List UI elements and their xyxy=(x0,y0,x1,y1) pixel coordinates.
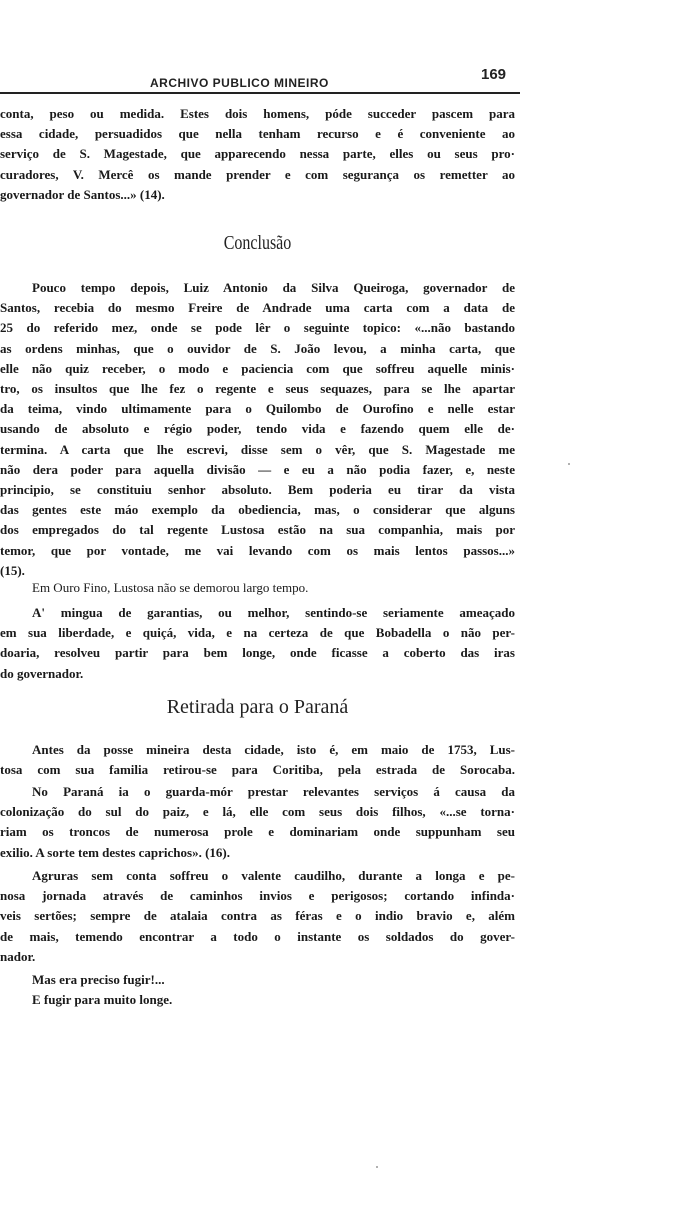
text-line: Mas era preciso fugir!... xyxy=(32,972,165,987)
page-number: 169 xyxy=(481,66,507,83)
running-header xyxy=(0,66,520,94)
text-line: A' mingua de garantias, ou melhor, sentindo-se seriamente ameaçado xyxy=(32,605,515,620)
text-line: 25 do referido mez, onde se pode lêr o seguinte topico: «...não bastando xyxy=(0,320,515,336)
paragraph-ouro-fino xyxy=(0,578,515,598)
text-line: das gentes este máo exemplo da obediencia, mas, o considerar que alguns xyxy=(0,502,515,518)
text-line: nador. xyxy=(0,948,36,964)
text-line: de mais, temendo encontrar a todo o instante os soldados do gover- xyxy=(0,928,515,944)
text-line: dos empregados do tal regente Lustosa estão na sua companhia, mais por xyxy=(0,522,515,538)
text-line: colonização do sul do paiz, e lá, elle com seus dois filhos, «...se torna· xyxy=(0,804,515,820)
section-heading-conclusao: Conclusão xyxy=(223,232,292,254)
text-line: conta, peso ou medida. Estes dois homens, póde succeder pascem para xyxy=(0,106,515,121)
header-title: ARCHIVO PUBLICO MINEIRO xyxy=(150,76,329,90)
text-line: curadores, V. Mercê os mande prender e com segurança os remetter ao xyxy=(0,166,515,182)
closing-lines xyxy=(0,970,515,1010)
text-line: do governador. xyxy=(0,665,84,681)
text-line: nosa jornada através de caminhos invios e perigosos; cortando infinda· xyxy=(0,888,515,904)
text-line: da teima, vindo ultimamente para o Quilombo de Ourofino e nelle estar xyxy=(0,401,515,417)
text-line: governador de Santos...» (14). xyxy=(0,186,165,202)
paragraph-no-parana xyxy=(0,782,515,863)
text-line: tosa com sua familia retirou-se para Coritiba, pela estrada de Sorocaba. xyxy=(0,762,515,778)
text-line: em sua liberdade, e quiçá, vida, e na certeza de que Bobadella o não per- xyxy=(0,625,515,641)
text-line: temor, que por vontade, me vai levando com os mais lentos passos...» xyxy=(0,542,515,558)
text-line: riam os troncos de numerosa prole e dominariam onde suppunham seu xyxy=(0,824,515,840)
text-line: (15). xyxy=(0,562,25,578)
section-heading-retirada: Retirada para o Paraná xyxy=(166,696,349,718)
paper-speck xyxy=(376,1166,378,1168)
text-line: doaria, resolveu partir para bem longe, onde ficasse a coberto das iras xyxy=(0,645,515,661)
text-line: elle não quiz receber, o modo e paciencia com que soffreu aquelle minis· xyxy=(0,360,515,376)
text-line: as ordens minhas, que o ouvidor de S. João levou, a minha carta, que xyxy=(0,340,515,356)
text-line: Santos, recebia do mesmo Freire de Andrade uma carta com a data de xyxy=(0,300,515,316)
paragraph-mingua xyxy=(0,603,515,684)
text-line: Pouco tempo depois, Luiz Antonio da Silva Queiroga, governador de xyxy=(32,280,515,295)
text-line: Antes da posse mineira desta cidade, isto é, em maio de 1753, Lus- xyxy=(32,742,515,757)
text-line: principio, se constituiu senhor absoluto. Bem poderia eu tirar da vista xyxy=(0,482,515,498)
text-line: não dera poder para aquella divisão — e eu a não podia fazer, e, neste xyxy=(0,461,515,477)
text-line: No Paraná ia o guarda-mór prestar relevantes serviços á causa da xyxy=(32,784,515,799)
text-line: termina. A carta que lhe escrevi, disse sem o vêr, que S. Magestade me xyxy=(0,441,515,457)
paragraph-antes-da-posse xyxy=(0,740,515,780)
text-line: Agruras sem conta soffreu o valente caudilho, durante a longa e pe- xyxy=(32,868,515,883)
text-line: veis sertões; sempre de atalaia contra as féras e o indio bravio e, além xyxy=(0,908,515,924)
text-line: serviço de S. Magestade, que apparecendo nessa parte, elles ou seus pro· xyxy=(0,146,515,162)
text-line: exilio. A sorte tem destes caprichos». (16). xyxy=(0,844,230,860)
text-line: essa cidade, persuadidos que nella tenham recurso e é conveniente ao xyxy=(0,126,515,142)
paragraph-conclusao xyxy=(0,278,515,581)
text-line: usando de absoluto e régio poder, tendo vida e fazendo quem elle de· xyxy=(0,421,515,437)
paper-speck xyxy=(568,463,570,465)
text-line: tro, os insultos que lhe fez o regente e seus sequazes, para se lhe apartar xyxy=(0,381,515,397)
text-line: Em Ouro Fino, Lustosa não se demorou largo tempo. xyxy=(32,580,309,595)
paragraph-agruras xyxy=(0,866,515,967)
paragraph-continuation xyxy=(0,104,515,205)
text-line: E fugir para muito longe. xyxy=(32,992,173,1008)
